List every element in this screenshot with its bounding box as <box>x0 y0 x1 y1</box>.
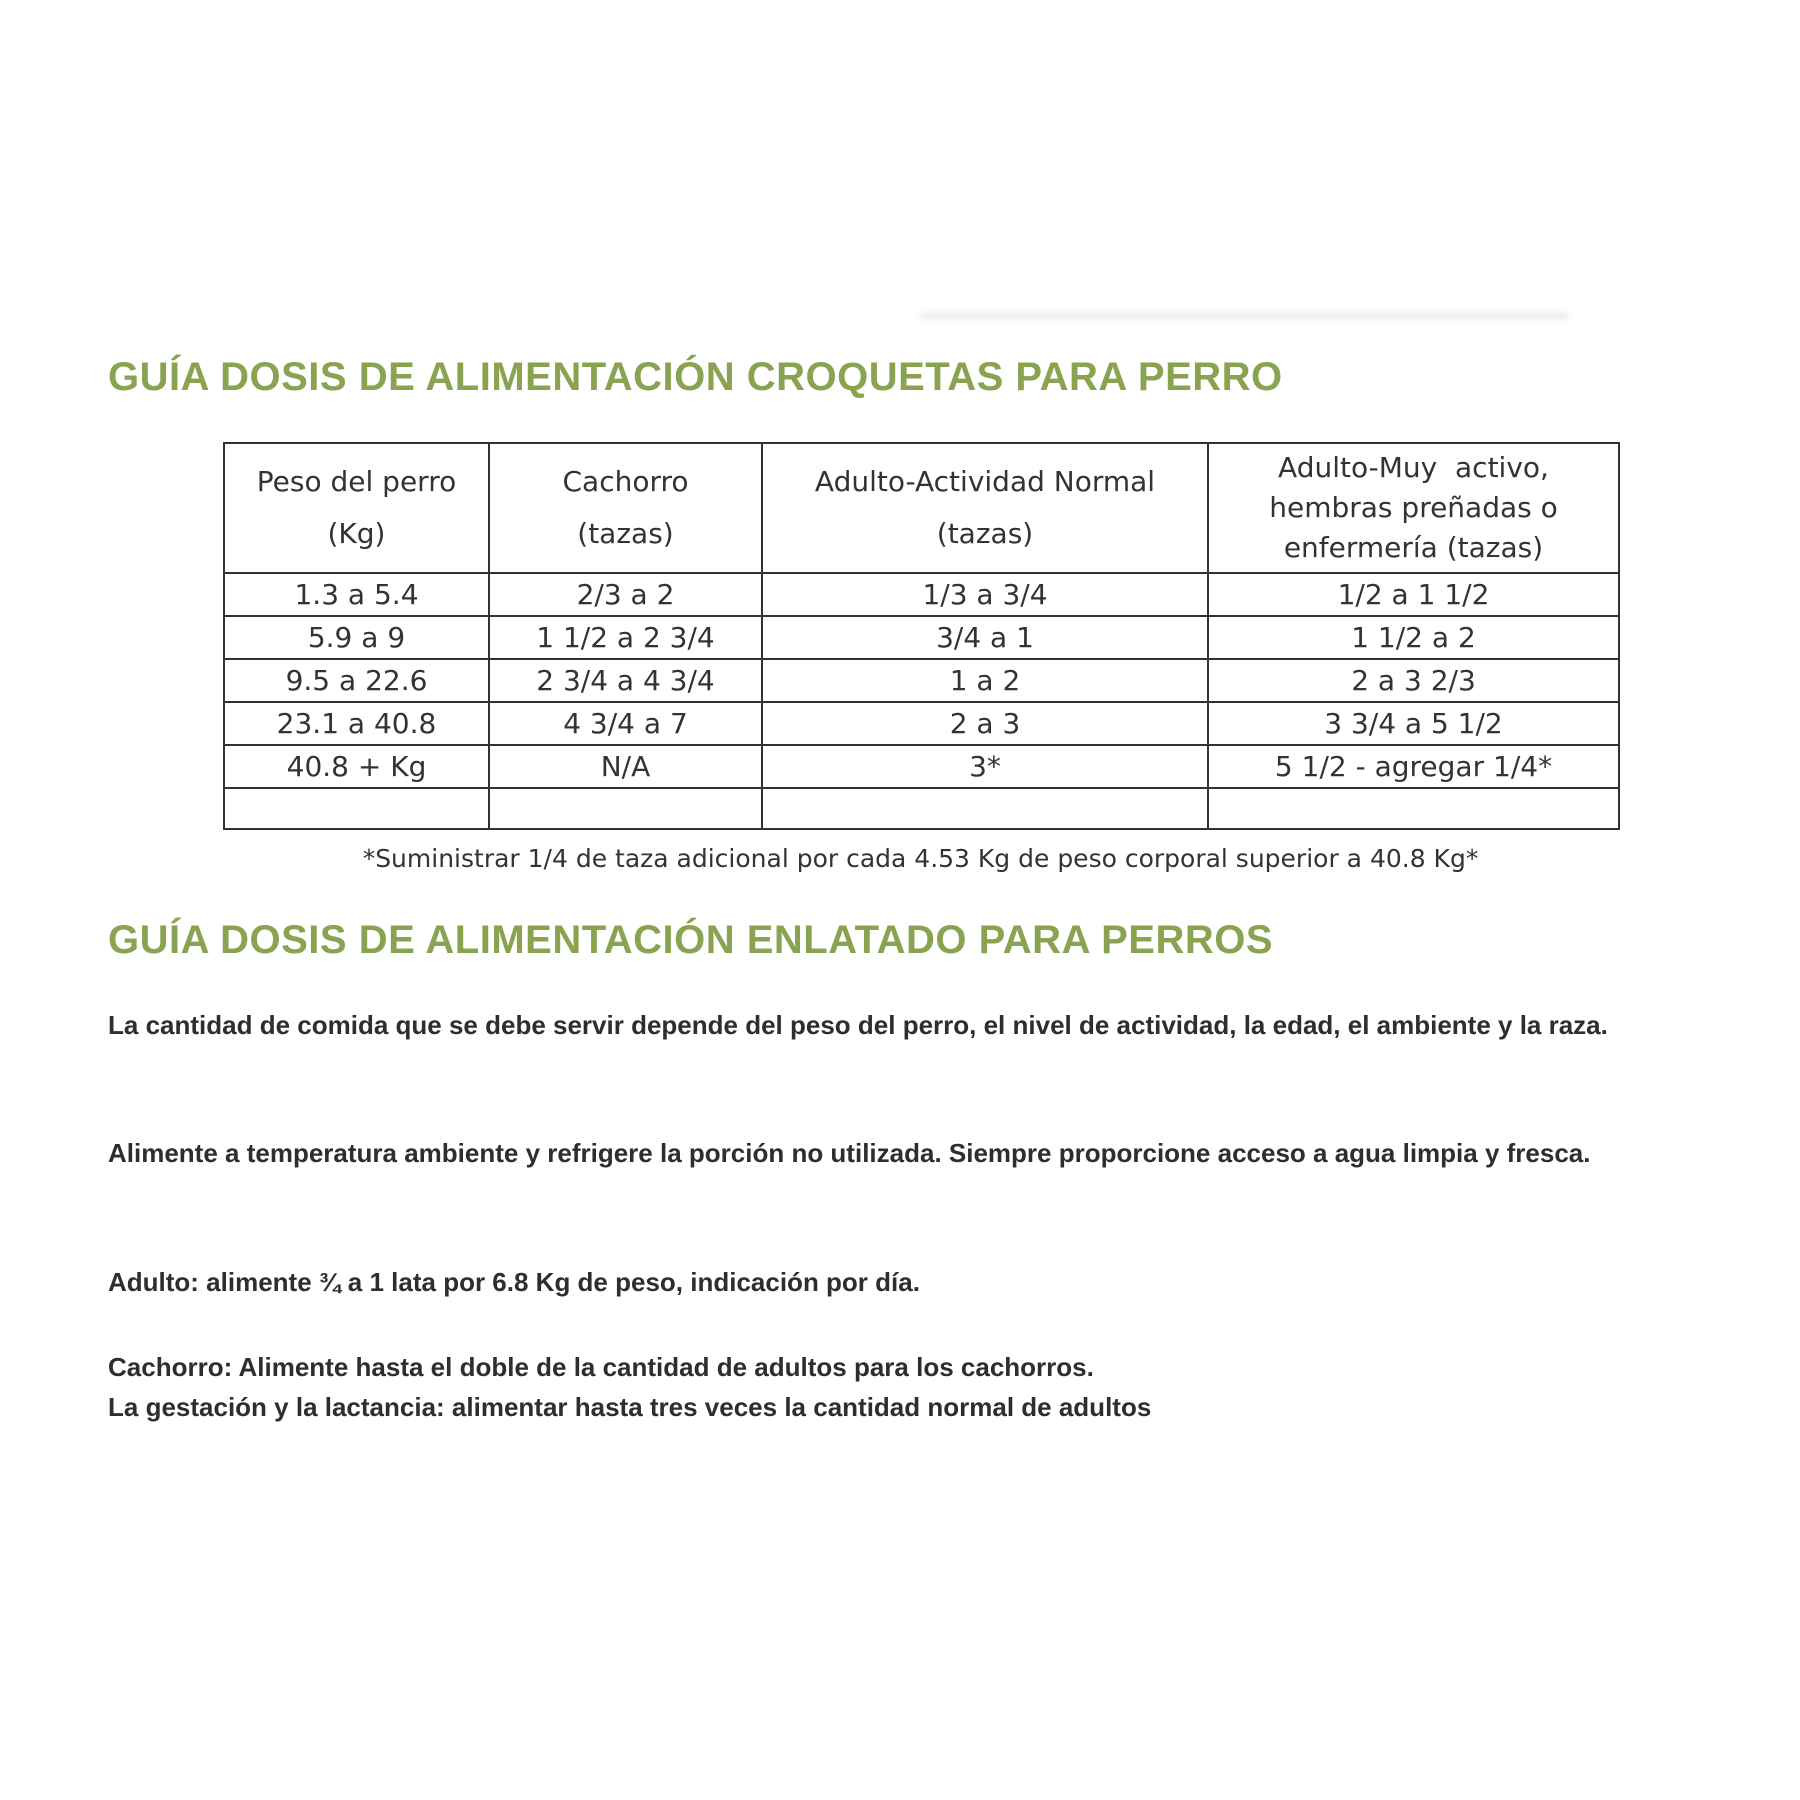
header-cachorro-line2: (tazas) <box>577 517 674 550</box>
table-cell: 5 1/2 - agregar 1/4* <box>1208 745 1619 788</box>
paragraph-cachorro: Cachorro: Alimente hasta el doble de la cantidad de adultos para los cachorros. <box>108 1352 1094 1382</box>
table-cell: 5.9 a 9 <box>224 616 489 659</box>
paragraph-temperatura: Alimente a temperatura ambiente y refrigere la porción no utilizada. Siempre proporcione acceso a agua limpia y fresca. <box>108 1138 1591 1168</box>
table-row <box>224 745 1619 788</box>
table-cell-empty <box>489 788 762 829</box>
enlatado-section-title: GUÍA DOSIS DE ALIMENTACIÓN ENLATADO PARA PERROS <box>108 918 1274 962</box>
table-cell: 2 3/4 a 4 3/4 <box>489 659 762 702</box>
table-cell: 1 1/2 a 2 3/4 <box>489 616 762 659</box>
header-adulto-muy-activo-line1: Adulto-Muy activo, <box>1278 451 1549 484</box>
table-header-row <box>224 443 1619 573</box>
header-peso-line2: (Kg) <box>327 517 386 550</box>
table-cell: N/A <box>489 745 762 788</box>
header-adulto-muy-activo-line3: enfermería (tazas) <box>1283 531 1544 564</box>
table-cell: 2 a 3 <box>762 702 1208 745</box>
header-adulto-normal-line1: Adulto-Actividad Normal <box>814 465 1156 498</box>
table-row <box>224 702 1619 745</box>
table-footnote: *Suministrar 1/4 de taza adicional por cada 4.53 Kg de peso corporal superior a 40.8 Kg* <box>362 844 1479 873</box>
decorative-shadow-divider <box>920 312 1570 322</box>
table-cell: 9.5 a 22.6 <box>224 659 489 702</box>
feeding-guide-table <box>223 442 1620 830</box>
header-adulto-normal-line2: (tazas) <box>936 517 1034 550</box>
table-cell: 1 a 2 <box>762 659 1208 702</box>
paragraph-adulto: Adulto: alimente ¾ a 1 lata por 6.8 Kg de peso, indicación por día. <box>108 1267 920 1297</box>
paragraph-gestacion: La gestación y la lactancia: alimentar hasta tres veces la cantidad normal de adultos <box>108 1392 1152 1422</box>
header-peso-line1: Peso del perro <box>256 465 457 498</box>
header-adulto-muy-activo <box>1208 443 1619 573</box>
table-row <box>224 573 1619 616</box>
table-cell-empty <box>224 788 489 829</box>
table-row-empty <box>224 788 1619 829</box>
table-cell: 1/2 a 1 1/2 <box>1208 573 1619 616</box>
table-row <box>224 659 1619 702</box>
table-cell: 1.3 a 5.4 <box>224 573 489 616</box>
header-cachorro <box>489 443 762 573</box>
table-cell-empty <box>1208 788 1619 829</box>
table-row <box>224 616 1619 659</box>
header-cachorro-line1: Cachorro <box>562 465 689 498</box>
table-cell: 3* <box>762 745 1208 788</box>
table-cell-empty <box>762 788 1208 829</box>
table-cell: 40.8 + Kg <box>224 745 489 788</box>
table-cell: 3/4 a 1 <box>762 616 1208 659</box>
header-peso <box>224 443 489 573</box>
table-cell: 2/3 a 2 <box>489 573 762 616</box>
table-cell: 2 a 3 2/3 <box>1208 659 1619 702</box>
table-cell: 1/3 a 3/4 <box>762 573 1208 616</box>
paragraph-cantidad: La cantidad de comida que se debe servir depende del peso del perro, el nivel de actividad, la edad, el ambiente y la raza. <box>108 1010 1608 1040</box>
table-cell: 4 3/4 a 7 <box>489 702 762 745</box>
table-cell: 1 1/2 a 2 <box>1208 616 1619 659</box>
header-adulto-normal <box>762 443 1208 573</box>
table-cell: 23.1 a 40.8 <box>224 702 489 745</box>
header-adulto-muy-activo-line2: hembras preñadas o <box>1269 491 1558 524</box>
croquetas-section-title: GUÍA DOSIS DE ALIMENTACIÓN CROQUETAS PARA PERRO <box>108 355 1283 399</box>
table-cell: 3 3/4 a 5 1/2 <box>1208 702 1619 745</box>
